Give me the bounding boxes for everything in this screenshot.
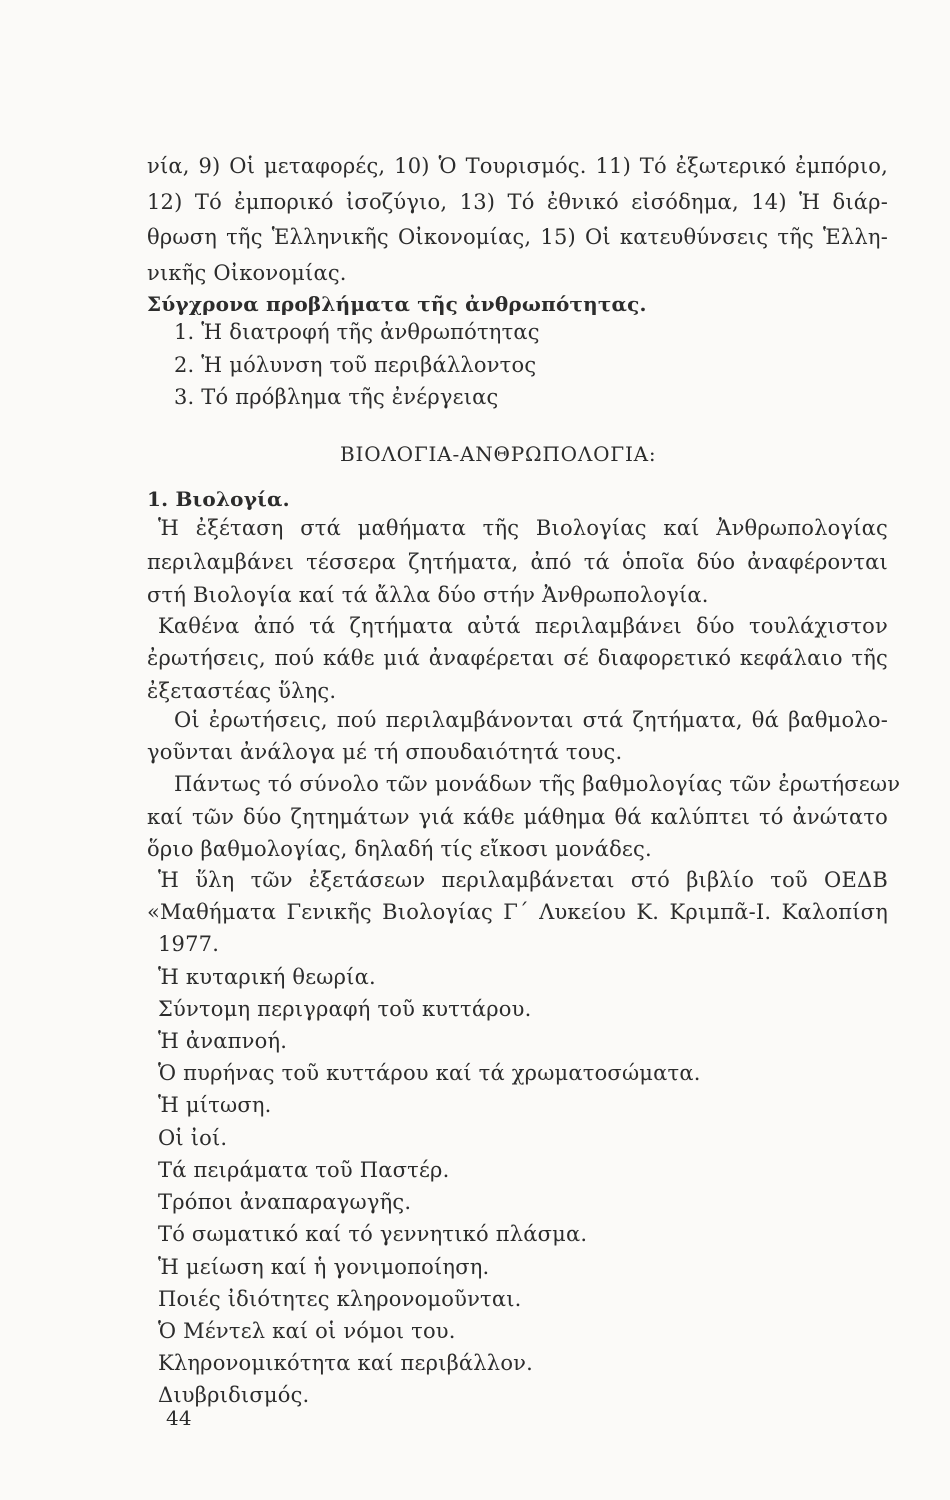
paragraph-line-1: Ἡ ἐξέταση στά μαθήματα τῆς Βιολογίας καί Ἀνθρωπολογίας [158,516,888,540]
topic-item-13: Κληρονομικότητα καί περιβάλλον. [158,1351,534,1375]
problem-item-3: 3. Τό πρόβλημα τῆς ἐνέργειας [174,385,499,409]
page-number: 44 [166,1406,192,1430]
intro-line-3: θρωση τῆς Ἑλληνικῆς Οἰκονομίας, 15) Οἱ κατευθύνσεις τῆς Ἑλλη- [147,225,888,249]
paragraph-line-6: ἐξεταστέας ὕλης. [147,679,337,703]
topic-item-8: Τρόποι ἀναπαραγωγῆς. [158,1190,412,1214]
topic-item-1: Ἡ κυταρική θεωρία. [158,965,376,989]
paragraph-line-12: Ἡ ὕλη τῶν ἐξετάσεων περιλαμβάνεται στό βιβλίο τοῦ ΟΕΔΒ [158,868,888,892]
paragraph-line-3: στή Βιολογία καί τά ἄλλα δύο στήν Ἀνθρωπολογία. [147,583,709,607]
paragraph-line-11: ὅριο βαθμολογίας, δηλαδή τίς εἴκοσι μονάδες. [147,837,652,861]
topic-item-5: Ἡ μίτωση. [158,1093,272,1117]
problems-title: Σύγχρονα προβλήματα τῆς ἀνθρωπότητας. [147,292,647,316]
intro-line-2: 12) Τό ἐμπορικό ἰσοζύγιο, 13) Τό ἐθνικό εἰσόδημα, 14) Ἡ διάρ- [147,190,888,214]
paragraph-line-9: Πάντως τό σύνολο τῶν μονάδων τῆς βαθμολογίας τῶν ἐρωτήσεων [174,772,901,796]
topic-item-11: Ποιές ἰδιότητες κληρονομοῦνται. [158,1287,522,1311]
paragraph-line-7: Οἱ ἐρωτήσεις, πού περιλαμβάνονται στά ζητήματα, θά βαθμολο- [174,708,888,732]
paragraph-line-14: 1977. [158,932,220,956]
topic-item-14: Διυβριδισμός. [158,1383,310,1407]
paragraph-line-2: περιλαμβάνει τέσσερα ζητήματα, ἀπό τά ὁποῖα δύο ἀναφέρονται [147,550,888,574]
subsection-title: 1. Βιολογία. [147,487,290,511]
topic-item-4: Ὁ πυρήνας τοῦ κυττάρου καί τά χρωματοσώματα. [158,1061,701,1085]
topic-item-2: Σύντομη περιγραφή τοῦ κυττάρου. [158,997,532,1021]
topic-item-3: Ἡ ἀναπνοή. [158,1029,288,1053]
intro-line-1: νία, 9) Οἱ μεταφορές, 10) Ὁ Τουρισμός. 11) Τό ἐξωτερικό ἐμπόριο, [147,154,888,178]
paragraph-line-8: γοῦνται ἀνάλογα μέ τή σπουδαιότητά τους. [147,740,623,764]
paragraph-line-10: καί τῶν δύο ζητημάτων γιά κάθε μάθημα θά καλύπτει τό ἀνώτατο [147,805,888,829]
topic-item-6: Οἱ ἰοί. [158,1126,228,1150]
paragraph-line-4: Καθένα ἀπό τά ζητήματα αὐτά περιλαμβάνει δύο τουλάχιστον [158,614,888,638]
topic-item-10: Ἡ μείωση καί ἡ γονιμοποίηση. [158,1255,490,1279]
topic-item-7: Τά πειράματα τοῦ Παστέρ. [158,1158,450,1182]
section-heading: ΒΙΟΛΟΓΙΑ-ΑΝΘΡΩΠΟΛΟΓΙΑ: [340,442,657,466]
intro-line-4: νικῆς Οἰκονομίας. [147,261,347,285]
paragraph-line-13: «Μαθήματα Γενικῆς Βιολογίας Γ΄ Λυκείου Κ. Κριμπᾶ-Ι. Καλοπίση [147,900,888,924]
topic-item-9: Τό σωματικό καί τό γεννητικό πλάσμα. [158,1222,588,1246]
topic-item-12: Ὁ Μέντελ καί οἱ νόμοι του. [158,1319,456,1343]
problem-item-1: 1. Ἡ διατροφή τῆς ἀνθρωπότητας [174,320,540,344]
problem-item-2: 2. Ἡ μόλυνση τοῦ περιβάλλοντος [174,353,537,377]
paragraph-line-5: ἐρωτήσεις, πού κάθε μιά ἀναφέρεται σέ διαφορετικό κεφάλαιο τῆς [147,646,888,670]
